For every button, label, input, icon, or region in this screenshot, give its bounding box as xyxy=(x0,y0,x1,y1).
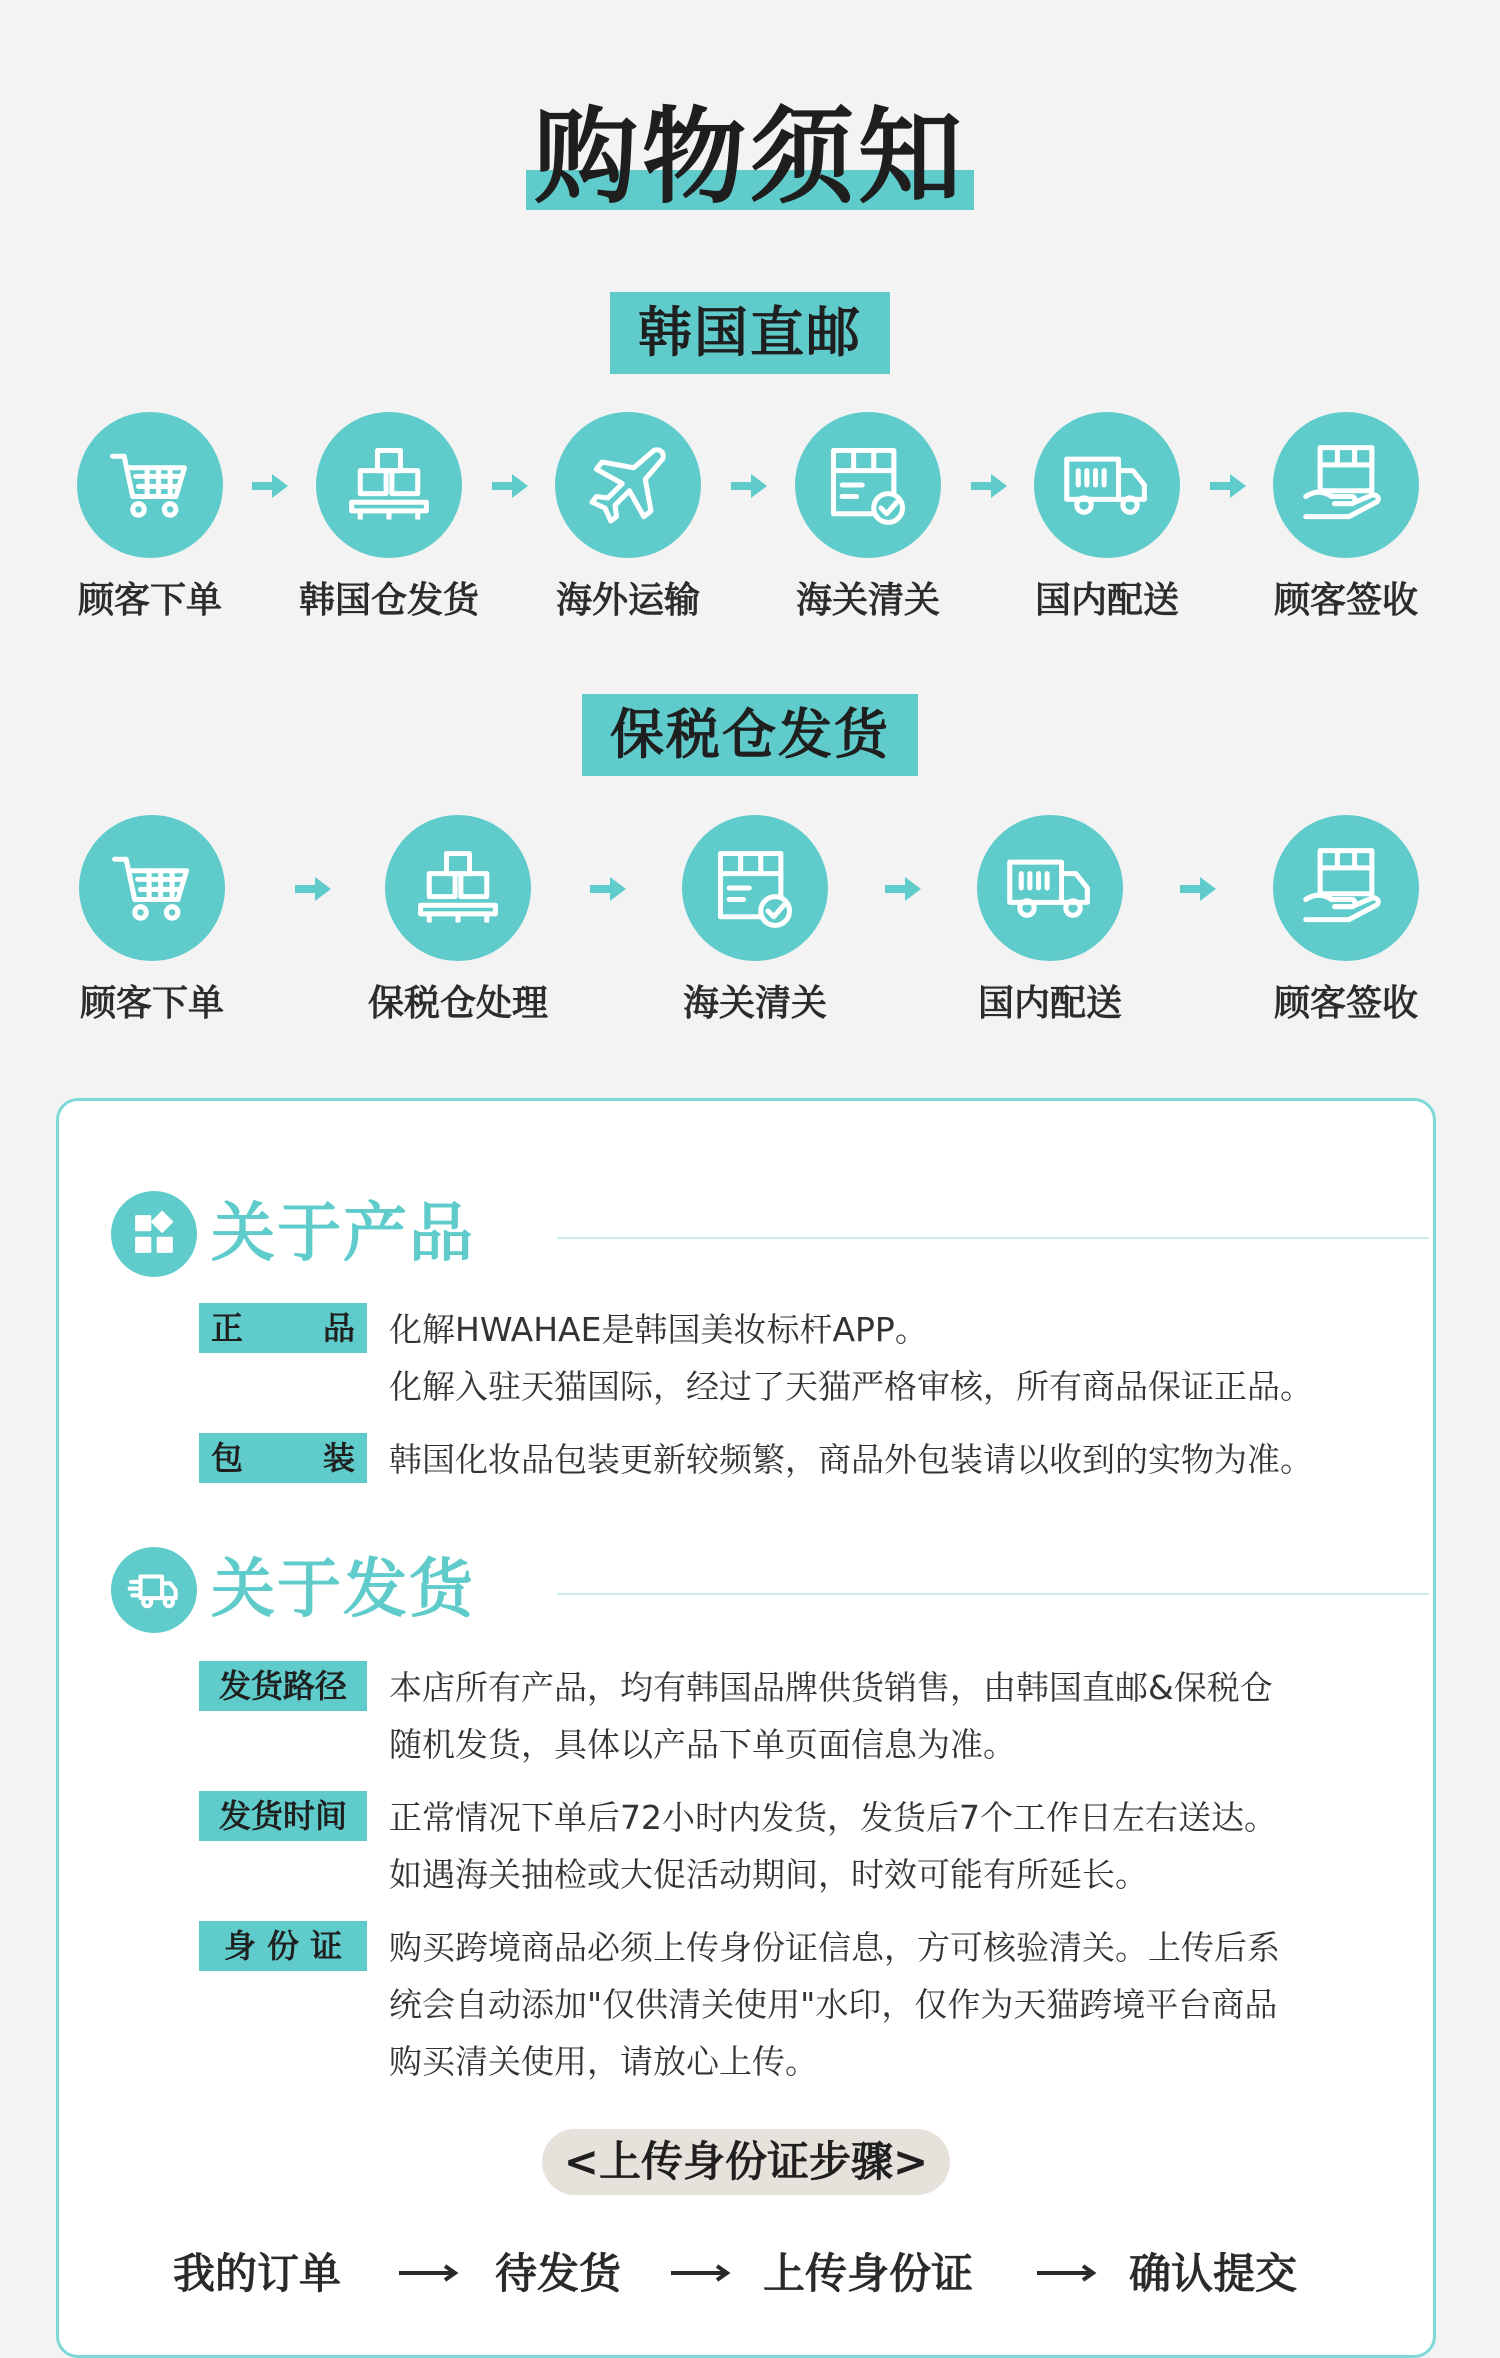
about-shipping-title: 关于发货 xyxy=(211,1553,475,1627)
arrow-right-icon xyxy=(590,877,626,901)
bonded-step-customs xyxy=(645,815,865,1026)
korea-step-overseas xyxy=(518,412,738,623)
airplane-icon xyxy=(555,412,701,558)
bonded-tag-wrap xyxy=(0,694,1500,776)
label-time: 发货时间 xyxy=(199,1791,367,1841)
bonded-step-receive-label: 顾客签收 xyxy=(1273,983,1418,1024)
korea-direct-flow xyxy=(0,412,1500,652)
text-genuine: 化解HWAHAE是韩国美妆标杆APP。 化解入驻天猫国际，经过了天猫严格审核，所有商品保证正品。 xyxy=(389,1310,1313,1406)
info-card xyxy=(56,1098,1436,2358)
bonded-step-domestic xyxy=(940,815,1160,1026)
about-shipping-header xyxy=(111,1547,1411,1637)
upload-step-my-orders: 我的订单 xyxy=(173,2249,342,2298)
bonded-step-domestic-label: 国内配送 xyxy=(977,983,1122,1024)
page-title: 购物须知 xyxy=(526,100,974,214)
divider xyxy=(557,1237,1429,1239)
korea-step-domestic-label: 国内配送 xyxy=(1034,580,1179,621)
korea-step-order xyxy=(40,412,260,623)
hand-box-icon xyxy=(1273,815,1419,961)
korea-direct-tag-wrap xyxy=(0,292,1500,374)
arrow-right-icon xyxy=(295,877,331,901)
korea-direct-tag: 韩国直邮 xyxy=(610,292,890,374)
truck-icon xyxy=(1034,412,1180,558)
korea-step-customs-label: 海关清关 xyxy=(795,580,940,621)
page-title-wrap xyxy=(0,96,1500,218)
korea-step-customs xyxy=(758,412,978,623)
upload-steps-tag-wrap xyxy=(59,2129,1433,2195)
korea-step-warehouse-label: 韩国仓发货 xyxy=(298,580,479,621)
about-product-header xyxy=(111,1191,1411,1281)
upload-steps-tag: <上传身份证步骤> xyxy=(542,2129,950,2195)
long-arrow-right-icon xyxy=(1037,2263,1099,2283)
boxes-icon xyxy=(385,815,531,961)
divider xyxy=(557,1593,1429,1595)
bonded-step-order xyxy=(42,815,262,1026)
customs-box-icon xyxy=(795,412,941,558)
korea-step-receive xyxy=(1236,412,1456,623)
label-id: 身 份 证 xyxy=(199,1921,367,1971)
korea-step-domestic xyxy=(997,412,1217,623)
delivery-truck-icon xyxy=(111,1547,197,1633)
bonded-tag: 保税仓发货 xyxy=(582,694,918,776)
bonded-step-process-label: 保税仓处理 xyxy=(367,983,548,1024)
korea-step-order-label: 顾客下单 xyxy=(77,580,222,621)
label-packaging: 包 装 xyxy=(199,1433,367,1483)
boxes-icon xyxy=(316,412,462,558)
long-arrow-right-icon xyxy=(671,2263,733,2283)
truck-icon xyxy=(977,815,1123,961)
customs-box-icon xyxy=(682,815,828,961)
bonded-step-process xyxy=(348,815,568,1026)
bonded-flow xyxy=(0,815,1500,1055)
korea-step-overseas-label: 海外运输 xyxy=(555,580,700,621)
text-route: 本店所有产品，均有韩国品牌供货销售，由韩国直邮&保税仓 随机发货，具体以产品下单页面信息为准。 xyxy=(389,1668,1273,1764)
label-route: 发货路径 xyxy=(199,1661,367,1711)
korea-step-receive-label: 顾客签收 xyxy=(1273,580,1418,621)
hand-box-icon xyxy=(1273,412,1419,558)
upload-step-pending: 待发货 xyxy=(495,2249,622,2298)
upload-step-confirm: 确认提交 xyxy=(1129,2249,1298,2298)
korea-step-warehouse xyxy=(279,412,499,623)
grid-icon xyxy=(111,1191,197,1277)
bonded-step-order-label: 顾客下单 xyxy=(79,983,224,1024)
long-arrow-right-icon xyxy=(399,2263,461,2283)
upload-step-upload-id: 上传身份证 xyxy=(763,2249,974,2298)
label-genuine: 正 品 xyxy=(199,1303,367,1353)
bonded-step-customs-label: 海关清关 xyxy=(682,983,827,1024)
text-time: 正常情况下单后72小时内发货，发货后7个工作日左右送达。 如遇海关抽检或大促活动期间，时效可能有所延长。 xyxy=(389,1798,1277,1894)
about-product-title: 关于产品 xyxy=(211,1197,475,1271)
bonded-step-receive xyxy=(1236,815,1456,1026)
cart-icon xyxy=(79,815,225,961)
text-packaging: 韩国化妆品包装更新较频繁，商品外包装请以收到的实物为准。 xyxy=(389,1440,1313,1479)
arrow-right-icon xyxy=(885,877,921,901)
cart-icon xyxy=(77,412,223,558)
upload-steps-flow xyxy=(59,2241,1433,2321)
arrow-right-icon xyxy=(1180,877,1216,901)
text-id: 购买跨境商品必须上传身份证信息，方可核验清关。上传后系 统会自动添加"仅供清关使用"水印，仅作为天猫跨境平台商品 购买清关使用，请放心上传。 xyxy=(389,1928,1280,2081)
